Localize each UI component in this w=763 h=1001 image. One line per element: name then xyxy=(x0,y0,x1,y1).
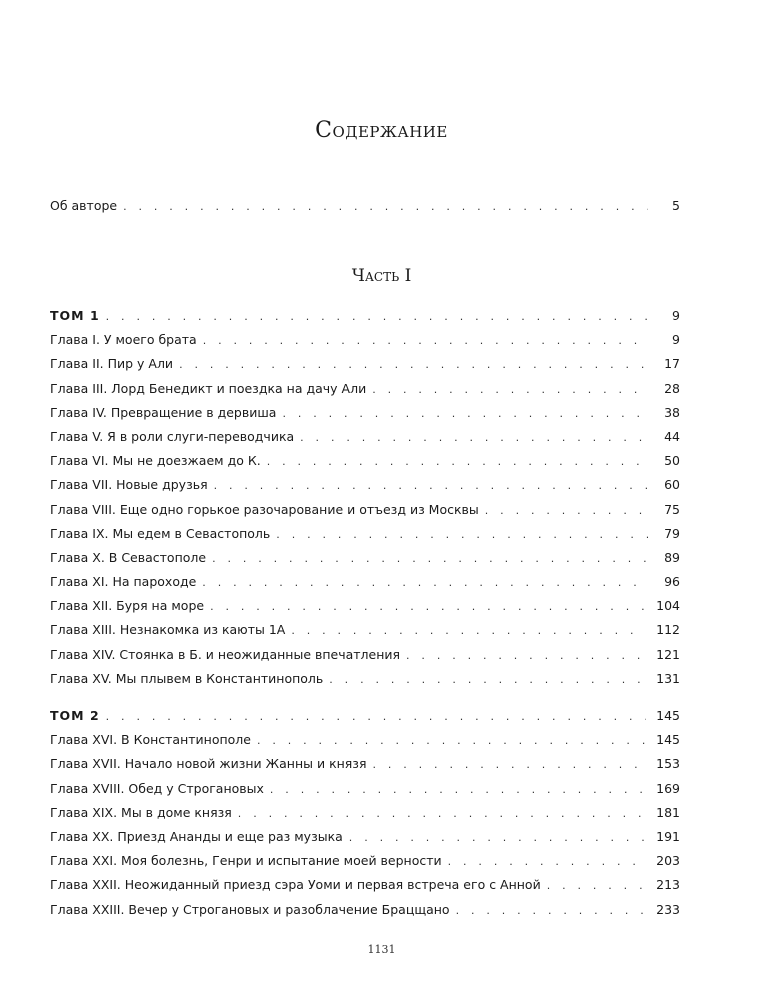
volume-2-section xyxy=(50,708,680,926)
part-title: Часть I xyxy=(351,266,412,286)
toc-leader-dots xyxy=(456,904,647,917)
toc-entry-label: Глава II. Пир у Али xyxy=(50,356,174,372)
toc-entry-label: Глава XIX. Мы в доме князя xyxy=(50,804,232,820)
toc-entry-chapter[interactable] xyxy=(50,598,680,622)
toc-entry-chapter[interactable] xyxy=(50,332,680,356)
toc-entry-chapter[interactable] xyxy=(50,756,680,780)
toc-entry-page: 60 xyxy=(664,477,680,493)
toc-entry-page: 233 xyxy=(656,901,680,917)
toc-entry-chapter[interactable] xyxy=(50,732,680,756)
toc-leader-dots xyxy=(212,552,648,565)
toc-leader-dots xyxy=(349,831,646,844)
toc-entry-chapter[interactable] xyxy=(50,574,680,598)
toc-entry-label: Глава III. Лорд Бенедикт и поездка на дачу Али xyxy=(50,380,367,396)
toc-leader-dots xyxy=(300,431,648,444)
toc-entry-label: ТОМ 2 xyxy=(50,708,100,723)
toc-entry-page: 121 xyxy=(656,646,680,662)
toc-entry-page: 213 xyxy=(656,877,680,893)
toc-leader-dots xyxy=(448,855,647,868)
toc-entry-page: 9 xyxy=(672,308,680,323)
toc-leader-dots xyxy=(106,710,646,723)
toc-entry-chapter[interactable] xyxy=(50,381,680,405)
volume-2-chapter-list xyxy=(50,732,680,926)
toc-entry-page: 145 xyxy=(656,732,680,748)
toc-entry-page: 75 xyxy=(664,501,680,517)
toc-entry-about[interactable] xyxy=(50,198,680,222)
toc-entry-page: 28 xyxy=(664,380,680,396)
toc-leader-dots xyxy=(210,600,646,613)
toc-volume-header[interactable] xyxy=(50,708,680,732)
toc-entry-chapter[interactable] xyxy=(50,902,680,926)
toc-entry-chapter[interactable] xyxy=(50,622,680,646)
toc-entry-label: Глава VIII. Еще одно горькое разочарование и отъезд из Москвы xyxy=(50,501,479,517)
toc-entry-label: Глава XV. Мы плывем в Константинополь xyxy=(50,670,324,686)
toc-entry-page: 181 xyxy=(656,804,680,820)
toc-entry-label: Глава XXII. Неожиданный приезд сэра Уоми и первая встреча его с Анной xyxy=(50,877,541,893)
toc-leader-dots xyxy=(270,783,646,796)
toc-entry-label: Глава IV. Превращение в дервиша xyxy=(50,404,277,420)
toc-entry-label: Об авторе xyxy=(50,198,118,213)
volume-1-section xyxy=(50,308,680,695)
toc-entry-label: Глава VII. Новые друзья xyxy=(50,477,208,493)
toc-entry-label: Глава IX. Мы едем в Севастополь xyxy=(50,525,271,541)
toc-entry-chapter[interactable] xyxy=(50,829,680,853)
about-section xyxy=(50,198,680,222)
toc-entry-chapter[interactable] xyxy=(50,550,680,574)
toc-entry-chapter[interactable] xyxy=(50,805,680,829)
toc-entry-page: 191 xyxy=(656,828,680,844)
page-number: 1131 xyxy=(367,943,396,956)
toc-entry-label: Глава XIV. Стоянка в Б. и неожиданные впечатления xyxy=(50,646,401,662)
toc-leader-dots xyxy=(267,455,648,468)
toc-entry-chapter[interactable] xyxy=(50,853,680,877)
toc-entry-page: 96 xyxy=(664,574,680,590)
toc-entry-page: 9 xyxy=(672,332,680,348)
toc-entry-chapter[interactable] xyxy=(50,671,680,695)
toc-entry-chapter[interactable] xyxy=(50,526,680,550)
toc-entry-chapter[interactable] xyxy=(50,477,680,501)
toc-entry-label: Глава XXI. Моя болезнь, Генри и испытание моей верности xyxy=(50,853,442,869)
toc-entry-page: 38 xyxy=(664,404,680,420)
toc-leader-dots xyxy=(123,200,648,213)
toc-leader-dots xyxy=(238,807,646,820)
toc-leader-dots xyxy=(291,624,646,637)
toc-leader-dots xyxy=(106,310,648,323)
toc-entry-page: 131 xyxy=(656,670,680,686)
toc-leader-dots xyxy=(329,673,646,686)
toc-entry-page: 89 xyxy=(664,549,680,565)
toc-leader-dots xyxy=(202,576,648,589)
toc-entry-page: 169 xyxy=(656,780,680,796)
toc-entry-label: Глава XIII. Незнакомка из каюты 1А xyxy=(50,622,286,638)
toc-entry-label: Глава VI. Мы не доезжаем до К. xyxy=(50,453,261,469)
toc-entry-chapter[interactable] xyxy=(50,405,680,429)
toc-entry-label: Глава V. Я в роли слуги-переводчика xyxy=(50,428,295,444)
toc-entry-page: 44 xyxy=(664,428,680,444)
toc-entry-chapter[interactable] xyxy=(50,453,680,477)
toc-leader-dots xyxy=(257,734,646,747)
toc-entry-label: Глава XII. Буря на море xyxy=(50,598,205,614)
toc-entry-page: 50 xyxy=(664,453,680,469)
toc-entry-label: ТОМ 1 xyxy=(50,308,100,323)
toc-entry-label: Глава XI. На пароходе xyxy=(50,574,197,590)
toc-entry-page: 153 xyxy=(656,756,680,772)
page-title: Содержание xyxy=(315,118,448,143)
toc-entry-page: 17 xyxy=(664,356,680,372)
toc-entry-label: Глава I. У моего брата xyxy=(50,332,197,348)
toc-entry-page: 203 xyxy=(656,853,680,869)
toc-leader-dots xyxy=(547,879,646,892)
toc-entry-chapter[interactable] xyxy=(50,647,680,671)
toc-entry-page: 104 xyxy=(656,598,680,614)
toc-volume-header[interactable] xyxy=(50,308,680,332)
toc-leader-dots xyxy=(372,383,648,396)
toc-entry-label: Глава XXIII. Вечер у Строгановых и разоблачение Брацщано xyxy=(50,901,450,917)
toc-entry-label: Глава XX. Приезд Ананды и еще раз музыка xyxy=(50,828,343,844)
toc-leader-dots xyxy=(276,528,648,541)
toc-entry-label: Глава XVII. Начало новой жизни Жанны и князя xyxy=(50,756,367,772)
toc-entry-page: 5 xyxy=(672,198,680,213)
volume-1-chapter-list xyxy=(50,332,680,695)
toc-leader-dots xyxy=(203,334,648,347)
toc-leader-dots xyxy=(372,758,646,771)
toc-entry-chapter[interactable] xyxy=(50,429,680,453)
toc-entry-page: 112 xyxy=(656,622,680,638)
toc-entry-label: Глава XVI. В Константинополе xyxy=(50,732,251,748)
toc-entry-chapter[interactable] xyxy=(50,356,680,380)
toc-leader-dots xyxy=(179,358,648,371)
toc-entry-label: Глава X. В Севастополе xyxy=(50,549,207,565)
toc-entry-chapter[interactable] xyxy=(50,502,680,526)
toc-entry-chapter[interactable] xyxy=(50,781,680,805)
toc-entry-chapter[interactable] xyxy=(50,877,680,901)
toc-entry-label: Глава XVIII. Обед у Строгановых xyxy=(50,780,264,796)
toc-leader-dots xyxy=(485,504,648,517)
toc-leader-dots xyxy=(214,479,648,492)
toc-leader-dots xyxy=(282,407,648,420)
toc-entry-page: 145 xyxy=(656,708,680,723)
toc-leader-dots xyxy=(406,649,646,662)
toc-entry-page: 79 xyxy=(664,525,680,541)
